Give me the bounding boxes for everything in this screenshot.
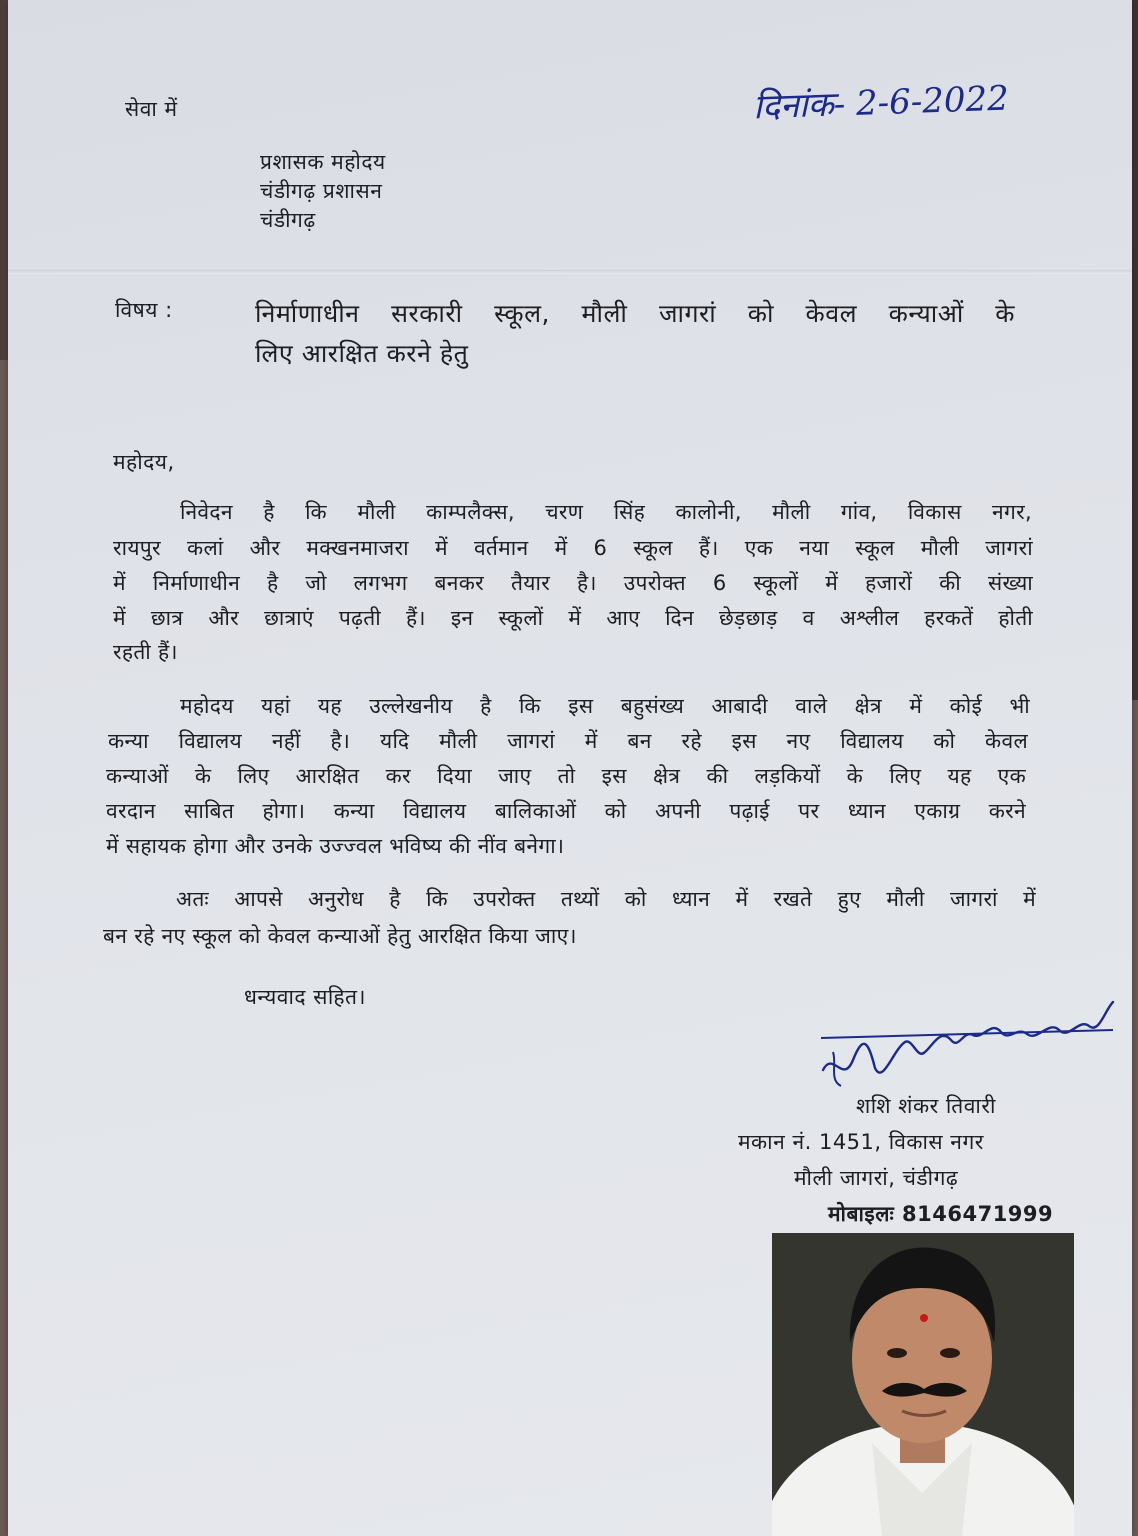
recipient-line3: चंडीगढ़: [260, 208, 316, 232]
signature-mark: [813, 990, 1123, 1100]
sender-address2: मौली जागरां, चंडीगढ़: [794, 1166, 959, 1190]
para1-line: में छात्र और छात्राएं पढ़ती हैं। इन स्कूलों में आए दिन छेड़छाड़ व अश्लील हरकतें होती: [113, 606, 1033, 630]
sender-phone: मोबाइलः 8146471999: [828, 1202, 1054, 1226]
para2-line: वरदान साबित होगा। कन्या विद्यालय बालिकाओं को अपनी पढ़ाई पर ध्यान एकाग्र करने: [106, 799, 1026, 823]
sender-address1: मकान नं. 1451, विकास नगर: [738, 1130, 984, 1154]
para2-line: महोदय यहां यह उल्लेखनीय है कि इस बहुसंख्य आबादी वाले क्षेत्र में कोई भी: [180, 694, 1030, 718]
greeting: महोदय,: [113, 450, 175, 474]
to-label: सेवा में: [125, 97, 178, 121]
para1-line: में निर्माणाधीन है जो लगभग बनकर तैयार है। उपरोक्त 6 स्कूलों में हजारों की संख्या: [113, 571, 1033, 595]
closing: धन्यवाद सहित।: [244, 985, 366, 1009]
para3-line: अतः आपसे अनुरोध है कि उपरोक्त तथ्यों को ध्यान में रखते हुए मौली जागरां में: [176, 887, 1036, 911]
para3-line: बन रहे नए स्कूल को केवल कन्याओं हेतु आरक्षित किया जाए।: [103, 924, 577, 948]
para2-line: में सहायक होगा और उनके उज्ज्वल भविष्य की नींव बनेगा।: [106, 834, 565, 858]
para2-line: कन्याओं के लिए आरक्षित कर दिया जाए तो इस क्षेत्र की लड़कियों के लिए यह एक: [106, 764, 1026, 788]
para1-line: निवेदन है कि मौली काम्पलैक्स, चरण सिंह कालोनी, मौली गांव, विकास नगर,: [180, 500, 1032, 524]
subject-line2: लिए आरक्षित करने हेतु: [255, 339, 469, 368]
para1-line: रहती हैं।: [113, 640, 178, 664]
sender-name: शशि शंकर तिवारी: [856, 1094, 996, 1118]
subject-label: विषय :: [115, 298, 173, 322]
portrait-illustration: [772, 1233, 1074, 1536]
handwritten-date: दिनांक- 2-6-2022: [752, 78, 1010, 128]
recipient-line2: चंडीगढ़ प्रशासन: [260, 179, 383, 203]
recipient-line1: प्रशासक महोदय: [260, 150, 386, 174]
subject-line1: निर्माणाधीन सरकारी स्कूल, मौली जागरां को केवल कन्याओं के: [255, 299, 1015, 328]
sender-portrait: [772, 1233, 1074, 1536]
para1-line: रायपुर कलां और मक्खनमाजरा में वर्तमान में 6 स्कूल हैं। एक नया स्कूल मौली जागरां: [113, 536, 1033, 560]
para2-line: कन्या विद्यालय नहीं है। यदि मौली जागरां में बन रहे इस नए विद्यालय को केवल: [108, 729, 1028, 753]
